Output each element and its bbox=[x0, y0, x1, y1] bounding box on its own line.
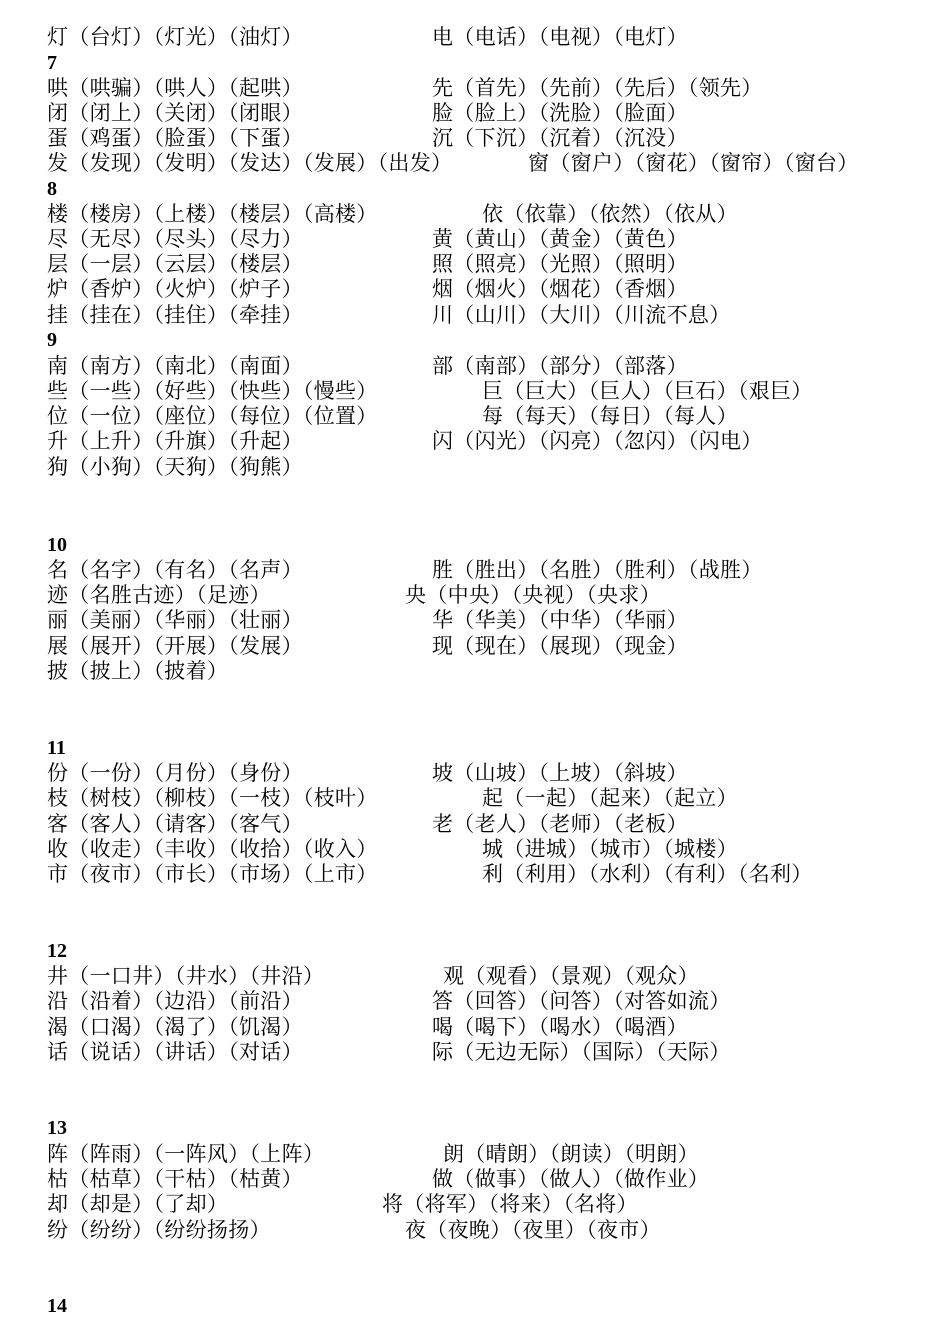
word-entry-left: 沿（沿着）（边沿）（前沿） bbox=[47, 989, 303, 1013]
word-entry-left: 南（南方）（南北）（南面） bbox=[47, 354, 303, 378]
word-entry-left: 展（展开）（开展）（发展） bbox=[47, 634, 303, 658]
word-entry-right: 际（无边无际）（国际）（天际） bbox=[432, 1040, 731, 1064]
word-entry-right: 先（首先）（先前）（先后）（领先） bbox=[432, 76, 763, 100]
word-entry-right: 胜（胜出）（名胜）（胜利）（战胜） bbox=[432, 558, 763, 582]
word-entry-right: 闪（闪光）（闪亮）（忽闪）（闪电） bbox=[432, 429, 763, 453]
word-entry-right: 央（中央）（央视）（央求） bbox=[405, 583, 661, 607]
word-entry-right: 现（现在）（展现）（现金） bbox=[432, 634, 688, 658]
word-entry-left: 客（客人）（请客）（客气） bbox=[47, 812, 303, 836]
word-entry-right: 做（做事）（做人）（做作业） bbox=[432, 1167, 710, 1191]
word-entry-left: 发（发现）（发明）（发达）（发展）（出发） bbox=[47, 151, 453, 175]
word-entry-left: 层（一层）（云层）（楼层） bbox=[47, 252, 303, 276]
word-entry-right: 夜（夜晚）（夜里）（夜市） bbox=[405, 1218, 661, 1242]
word-entry-left: 炉（香炉）（火炉）（炉子） bbox=[47, 277, 303, 301]
word-entry-right: 沉（下沉）（沉着）（沉没） bbox=[432, 126, 688, 150]
word-entry-left: 闭（闭上）（关闭）（闭眼） bbox=[47, 101, 303, 125]
word-entry-right: 老（老人）（老师）（老板） bbox=[432, 812, 688, 836]
word-entry-left: 名（名字）（有名）（名声） bbox=[47, 558, 303, 582]
word-entry-right: 黄（黄山）（黄金）（黄色） bbox=[432, 227, 688, 251]
word-entry-left: 些（一些）（好些）（快些）（慢些） bbox=[47, 379, 378, 403]
word-entry-left: 狗（小狗）（天狗）（狗熊） bbox=[47, 455, 303, 479]
word-entry-left: 枝（树枝）（柳枝）（一枝）（枝叶） bbox=[47, 786, 378, 810]
word-entry-right: 喝（喝下）（喝水）（喝酒） bbox=[432, 1015, 688, 1039]
lesson-number: 13 bbox=[47, 1117, 67, 1139]
word-entry-left: 丽（美丽）（华丽）（壮丽） bbox=[47, 608, 303, 632]
word-entry-right: 脸（脸上）（洗脸）（脸面） bbox=[432, 101, 688, 125]
word-entry-right: 利（利用）（水利）（有利）（名利） bbox=[482, 862, 813, 886]
word-entry-left: 话（说话）（讲话）（对话） bbox=[47, 1040, 303, 1064]
word-entry-right: 坡（山坡）（上坡）（斜坡） bbox=[432, 761, 688, 785]
word-entry-left: 阵（阵雨）（一阵风）（上阵） bbox=[47, 1142, 325, 1166]
word-entry-right: 华（华美）（中华）（华丽） bbox=[432, 608, 688, 632]
word-entry-left: 纷（纷纷）（纷纷扬扬） bbox=[47, 1218, 271, 1242]
word-entry-left: 枯（枯草）（干枯）（枯黄） bbox=[47, 1167, 303, 1191]
word-entry-left: 迹（名胜古迹）（足迹） bbox=[47, 583, 271, 607]
word-entry-right: 照（照亮）（光照）（照明） bbox=[432, 252, 688, 276]
lesson-number: 8 bbox=[47, 178, 57, 200]
word-entry-right: 观（观看）（景观）（观众） bbox=[443, 964, 699, 988]
lesson-number: 9 bbox=[47, 329, 57, 351]
word-entry-left: 蛋（鸡蛋）（脸蛋）（下蛋） bbox=[47, 126, 303, 150]
word-entry-left: 却（却是）（了却） bbox=[47, 1192, 229, 1216]
word-entry-left: 灯（台灯）（灯光）（油灯） bbox=[47, 25, 303, 49]
word-entry-left: 渴（口渴）（渴了）（饥渴） bbox=[47, 1015, 303, 1039]
word-entry-left: 哄（哄骗）（哄人）（起哄） bbox=[47, 76, 303, 100]
word-entry-right: 窗（窗户）（窗花）（窗帘）（窗台） bbox=[528, 151, 859, 175]
word-entry-left: 井（一口井）（井水）（井沿） bbox=[47, 964, 325, 988]
word-entry-right: 每（每天）（每日）（每人） bbox=[482, 404, 738, 428]
word-entry-right: 答（回答）（问答）（对答如流） bbox=[432, 989, 731, 1013]
word-entry-left: 披（披上）（披着） bbox=[47, 659, 229, 683]
word-entry-left: 挂（挂在）（挂住）（牵挂） bbox=[47, 303, 303, 327]
word-entry-right: 川（山川）（大川）（川流不息） bbox=[432, 303, 731, 327]
word-entry-right: 部（南部）（部分）（部落） bbox=[432, 354, 688, 378]
word-entry-right: 朗（晴朗）（朗读）（明朗） bbox=[443, 1142, 699, 1166]
lesson-number: 7 bbox=[47, 52, 57, 74]
word-entry-left: 市（夜市）（市长）（市场）（上市） bbox=[47, 862, 378, 886]
word-entry-left: 位（一位）（座位）（每位）（位置） bbox=[47, 404, 378, 428]
word-entry-right: 依（依靠）（依然）（依从） bbox=[482, 202, 738, 226]
word-entry-left: 尽（无尽）（尽头）（尽力） bbox=[47, 227, 303, 251]
word-entry-right: 城（进城）（城市）（城楼） bbox=[482, 837, 738, 861]
word-entry-right: 烟（烟火）（烟花）（香烟） bbox=[432, 277, 688, 301]
word-entry-left: 份（一份）（月份）（身份） bbox=[47, 761, 303, 785]
word-entry-right: 巨（巨大）（巨人）（巨石）（艰巨） bbox=[482, 379, 813, 403]
word-entry-right: 电（电话）（电视）（电灯） bbox=[432, 25, 688, 49]
lesson-number: 10 bbox=[47, 534, 67, 556]
lesson-number: 11 bbox=[47, 737, 66, 759]
word-entry-left: 升（上升）（升旗）（升起） bbox=[47, 429, 303, 453]
word-entry-right: 起（一起）（起来）（起立） bbox=[482, 786, 738, 810]
word-entry-right: 将（将军）（将来）（名将） bbox=[382, 1192, 638, 1216]
lesson-number: 14 bbox=[47, 1295, 67, 1317]
lesson-number: 12 bbox=[47, 940, 67, 962]
word-entry-left: 收（收走）（丰收）（收拾）（收入） bbox=[47, 837, 378, 861]
word-entry-left: 楼（楼房）（上楼）（楼层）（高楼） bbox=[47, 202, 378, 226]
